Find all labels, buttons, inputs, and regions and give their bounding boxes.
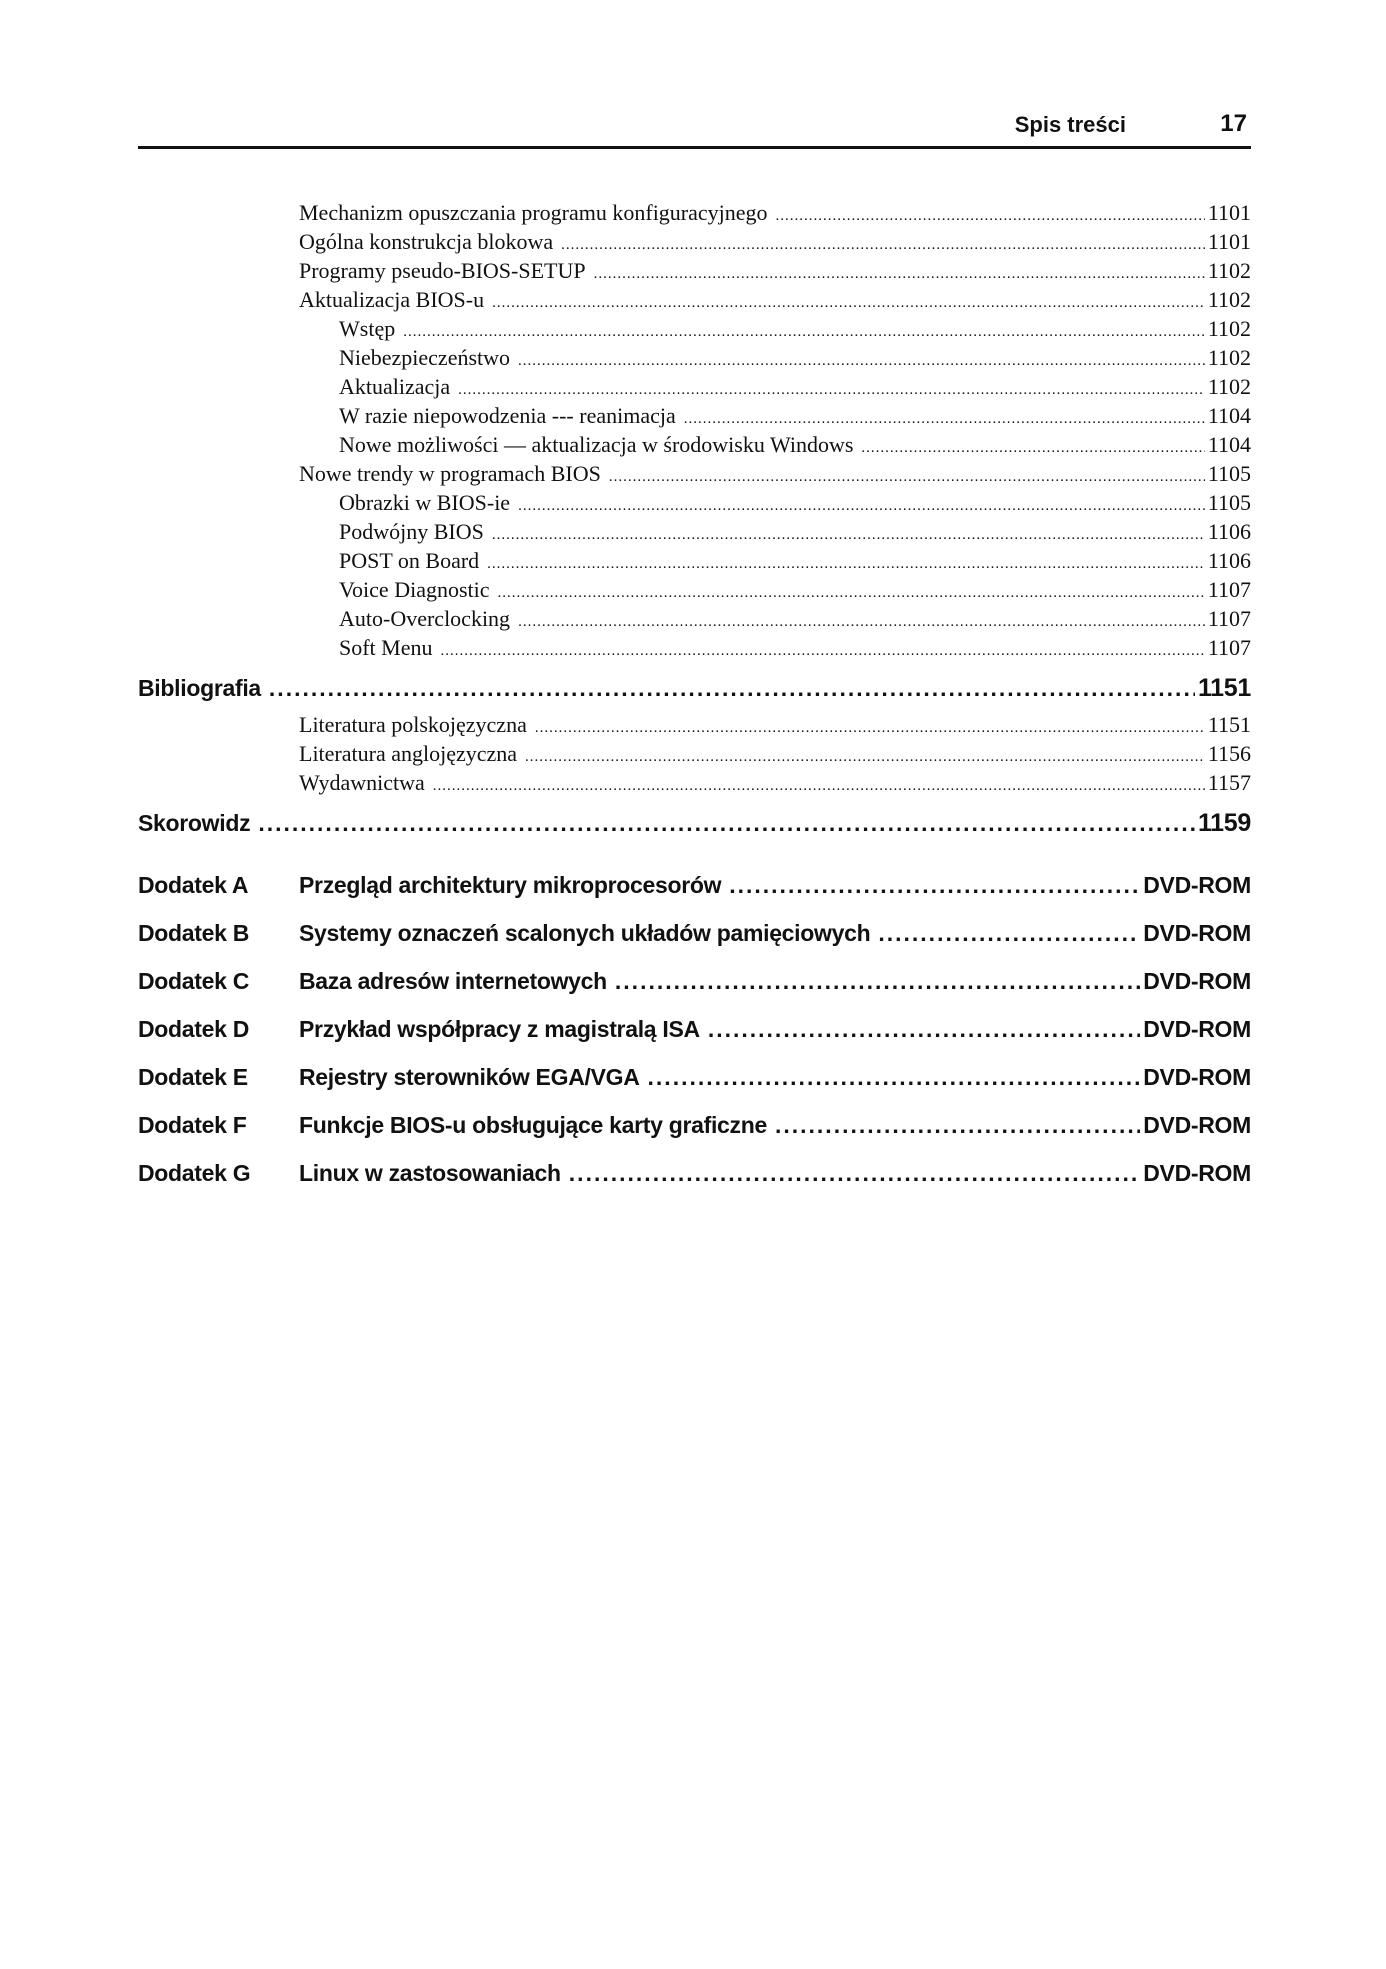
toc-appendix-entry[interactable] xyxy=(138,967,1251,1015)
appendix-label: Dodatek F xyxy=(138,1112,247,1138)
dot-leader xyxy=(433,772,1205,801)
toc-subsection-entry[interactable] xyxy=(138,314,1251,343)
dot-leader xyxy=(708,1015,1140,1043)
entry-page-number: 1102 xyxy=(1207,316,1251,341)
entry-page-number: 1107 xyxy=(1207,577,1251,602)
entry-title: Podwójny BIOS xyxy=(339,519,484,544)
entry-page-number: 1107 xyxy=(1207,606,1251,631)
running-header-section-title: Spis treści xyxy=(1014,112,1126,137)
toc-appendix-entry[interactable] xyxy=(138,1111,1251,1159)
appendix-label: Dodatek A xyxy=(138,872,249,898)
appendix-location: DVD-ROM xyxy=(1143,1016,1251,1042)
toc-subsection-entry[interactable] xyxy=(138,633,1251,662)
entry-page-number: 1151 xyxy=(1207,712,1251,737)
dot-leader xyxy=(729,871,1140,899)
appendix-title: Funkcje BIOS-u obsługujące karty graficzne xyxy=(299,1112,767,1138)
appendix-label: Dodatek D xyxy=(138,1016,250,1042)
dot-leader xyxy=(403,318,1205,347)
entry-page-number: 1157 xyxy=(1207,770,1251,795)
dot-leader xyxy=(269,674,1195,702)
appendix-location: DVD-ROM xyxy=(1143,968,1251,994)
dot-leader xyxy=(525,743,1205,772)
entry-title: Obrazki w BIOS-ie xyxy=(339,490,511,515)
appendix-label: Dodatek E xyxy=(138,1064,248,1090)
toc-appendix-entry[interactable] xyxy=(138,1015,1251,1063)
toc-chapter-skorowidz[interactable] xyxy=(138,809,1251,837)
entry-title: Niebezpieczeństwo xyxy=(339,345,511,370)
appendix-title: Rejestry sterowników EGA/VGA xyxy=(299,1064,640,1090)
toc-section-entry[interactable] xyxy=(138,198,1251,227)
entry-page-number: 1106 xyxy=(1207,519,1251,544)
toc-bibliografia-entries xyxy=(138,710,1251,797)
entry-title: Auto-Overclocking xyxy=(339,606,511,631)
entry-page-number: 1102 xyxy=(1207,258,1251,283)
appendix-location: DVD-ROM xyxy=(1143,920,1251,946)
dot-leader xyxy=(535,714,1205,743)
entry-title: Literatura polskojęzyczna xyxy=(299,712,527,737)
running-header-page-number: 17 xyxy=(1220,110,1247,137)
chapter-title: Skorowidz xyxy=(138,810,251,836)
chapter-page-number: 1151 xyxy=(1197,674,1251,702)
appendix-title: Przykład współpracy z magistralą ISA xyxy=(299,1016,700,1042)
entry-page-number: 1101 xyxy=(1207,200,1251,225)
dot-leader xyxy=(594,260,1205,289)
entry-page-number: 1105 xyxy=(1207,490,1251,515)
toc-section-entry[interactable] xyxy=(138,459,1251,488)
toc-appendix-entry[interactable] xyxy=(138,1159,1251,1207)
toc-section-entry[interactable] xyxy=(138,739,1251,768)
entry-title: Nowe trendy w programach BIOS xyxy=(299,461,601,486)
dot-leader xyxy=(518,608,1205,637)
appendix-title: Linux w zastosowaniach xyxy=(299,1160,561,1186)
entry-title: Voice Diagnostic xyxy=(339,577,490,602)
entry-title: W razie niepowodzenia --- reanimacja xyxy=(339,403,676,428)
toc-section-entry[interactable] xyxy=(138,227,1251,256)
entry-title: Aktualizacja xyxy=(339,374,451,399)
appendix-title: Baza adresów internetowych xyxy=(299,968,607,994)
toc-section-entry[interactable] xyxy=(138,768,1251,797)
appendix-location: DVD-ROM xyxy=(1143,1112,1251,1138)
appendix-title: Przegląd architektury mikroprocesorów xyxy=(299,872,722,898)
dot-leader xyxy=(561,231,1205,260)
dot-leader xyxy=(776,202,1205,231)
appendix-label: Dodatek B xyxy=(138,920,250,946)
toc-appendix-entry[interactable] xyxy=(138,1063,1251,1111)
toc-appendix-entry[interactable] xyxy=(138,871,1251,919)
entry-page-number: 1107 xyxy=(1207,635,1251,660)
chapter-title: Bibliografia xyxy=(138,675,261,701)
chapter-page-number: 1159 xyxy=(1197,809,1251,837)
entry-page-number: 1106 xyxy=(1207,548,1251,573)
toc-subsection-entry[interactable] xyxy=(138,604,1251,633)
toc-subsection-entry[interactable] xyxy=(138,488,1251,517)
entry-page-number: 1102 xyxy=(1207,345,1251,370)
dot-leader xyxy=(487,550,1205,579)
entry-page-number: 1102 xyxy=(1207,374,1251,399)
toc-appendix-entry[interactable] xyxy=(138,919,1251,967)
entry-title: Aktualizacja BIOS-u xyxy=(299,287,485,312)
entry-title: Nowe możliwości — aktualizacja w środowisku Windows xyxy=(339,432,854,457)
entry-title: Literatura anglojęzyczna xyxy=(299,741,518,766)
toc-chapter-bibliografia[interactable] xyxy=(138,674,1251,702)
dot-leader xyxy=(441,637,1205,666)
dot-leader xyxy=(258,809,1195,837)
dot-leader xyxy=(648,1063,1141,1091)
entry-title: Wydawnictwa xyxy=(299,770,425,795)
dot-leader xyxy=(498,579,1205,608)
dot-leader xyxy=(615,967,1140,995)
toc-top-entries xyxy=(138,198,1251,662)
appendix-location: DVD-ROM xyxy=(1143,872,1251,898)
entry-page-number: 1101 xyxy=(1207,229,1251,254)
entry-title: Mechanizm opuszczania programu konfiguracyjnego xyxy=(299,200,768,225)
toc-section-entry[interactable] xyxy=(138,256,1251,285)
table-of-contents xyxy=(138,198,1251,1207)
toc-subsection-entry[interactable] xyxy=(138,575,1251,604)
entry-title: Wstęp xyxy=(339,316,396,341)
entry-title: Soft Menu xyxy=(339,635,433,660)
entry-page-number: 1105 xyxy=(1207,461,1251,486)
toc-subsection-entry[interactable] xyxy=(138,372,1251,401)
toc-subsection-entry[interactable] xyxy=(138,546,1251,575)
appendix-title: Systemy oznaczeń scalonych układów pamięciowych xyxy=(299,920,871,946)
dot-leader xyxy=(518,492,1205,521)
entry-page-number: 1102 xyxy=(1207,287,1251,312)
appendix-location: DVD-ROM xyxy=(1143,1160,1251,1186)
toc-section-entry[interactable] xyxy=(138,285,1251,314)
dot-leader xyxy=(775,1111,1140,1139)
dot-leader xyxy=(518,347,1205,376)
dot-leader xyxy=(861,434,1204,463)
appendix-label: Dodatek G xyxy=(138,1160,251,1186)
dot-leader xyxy=(878,919,1140,947)
running-header xyxy=(138,110,1251,149)
toc-subsection-entry[interactable] xyxy=(138,430,1251,459)
toc-appendix-list xyxy=(138,871,1251,1207)
dot-leader xyxy=(492,289,1205,318)
entry-page-number: 1104 xyxy=(1207,403,1251,428)
entry-title: POST on Board xyxy=(339,548,480,573)
appendix-label: Dodatek C xyxy=(138,968,250,994)
entry-title: Ogólna konstrukcja blokowa xyxy=(299,229,554,254)
appendix-location: DVD-ROM xyxy=(1143,1064,1251,1090)
dot-leader xyxy=(609,463,1205,492)
dot-leader xyxy=(569,1159,1140,1187)
entry-page-number: 1104 xyxy=(1207,432,1251,457)
toc-subsection-entry[interactable] xyxy=(138,517,1251,546)
entry-page-number: 1156 xyxy=(1207,741,1251,766)
toc-subsection-entry[interactable] xyxy=(138,343,1251,372)
entry-title: Programy pseudo-BIOS-SETUP xyxy=(299,258,586,283)
toc-subsection-entry[interactable] xyxy=(138,401,1251,430)
toc-section-entry[interactable] xyxy=(138,710,1251,739)
dot-leader xyxy=(492,521,1205,550)
